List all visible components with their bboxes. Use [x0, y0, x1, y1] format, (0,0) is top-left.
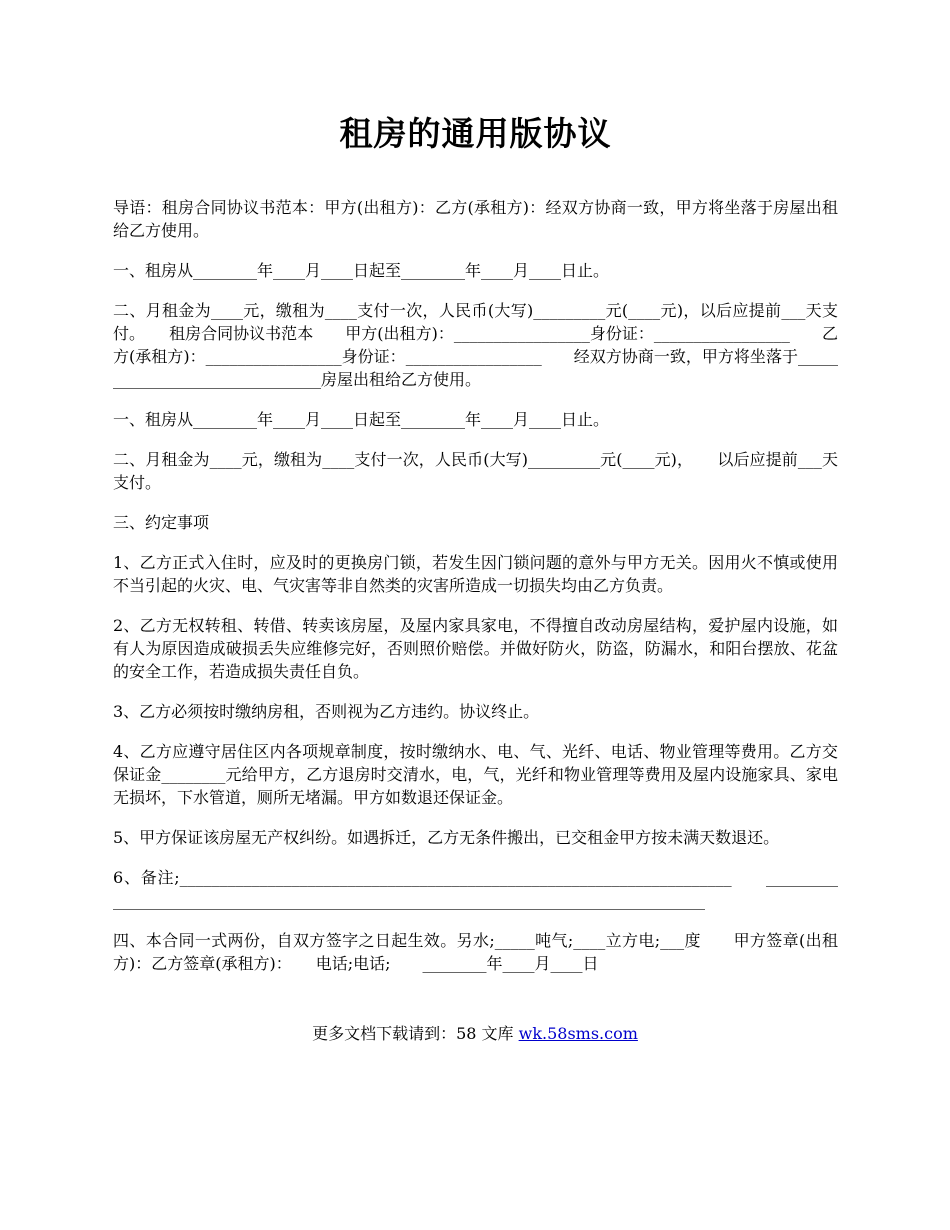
clause-3: 3、乙方必须按时缴纳房租，否则视为乙方违约。协议终止。 [113, 702, 540, 721]
signature-paragraph: 四、本合同一式两份，自双方签字之日起生效。另水;_____吨气;____立方电;___度 甲方签章(出租方)：乙方签章(承租方)： 电话;电话; ________年____月____日 [113, 931, 838, 973]
intro-paragraph: 导语：租房合同协议书范本：甲方(出租方)：乙方(承租方)：经双方协商一致，甲方将坐落于房屋出租给乙方使用。 [113, 198, 838, 240]
rental-period-paragraph-repeat: 一、租房从________年____月____日起至________年____月____日止。 [113, 410, 610, 429]
document-page [113, 110, 838, 992]
clause-1: 1、乙方正式入住时，应及时的更换房门锁，若发生因门锁问题的意外与甲方无关。因用火不慎或使用不当引起的火灾、电、气灾害等非自然类的灾害所造成一切损失均由乙方负责。 [113, 553, 838, 595]
clause-2: 2、乙方无权转租、转借、转卖该房屋，及屋内家具家电，不得擅自改动房屋结构，爱护屋内设施，如有人为原因造成破损丢失应维修完好，否则照价赔偿。并做好防火，防盗，防漏水，和阳台摆放、花盆的安全工作，若造成损失责任自负。 [113, 616, 838, 681]
footer-prefix: 更多文档下载请到：58 文库 [312, 1024, 519, 1043]
clause-6-remarks: 6、备注;_____________________________________________________________________ ___________________________________________________________________________________ [113, 868, 838, 910]
rent-payment-paragraph: 二、月租金为____元，缴租为____支付一次，人民币(大写)_________元(____元)，以后应提前___天支付。 租房合同协议书范本 甲方(出租方)：_________________身份证：_________________ 乙方(承租方)：_________________身份证：_________________ 经双方协商一致，甲方将坐落于_______________________________房屋出租给乙方使用。 [113, 301, 838, 389]
clause-4: 4、乙方应遵守居住区内各项规章制度，按时缴纳水、电、气、光纤、电话、物业管理等费用。乙方交保证金________元给甲方，乙方退房时交清水，电，气，光纤和物业管理等费用及屋内设施家具、家电无损坏，下水管道，厕所无堵漏。甲方如数退还保证金。 [113, 742, 838, 807]
rental-period-paragraph: 一、租房从________年____月____日起至________年____月____日止。 [113, 261, 610, 280]
footer-link[interactable]: wk.58sms.com [518, 1024, 638, 1043]
footer [0, 1022, 950, 1046]
clause-5: 5、甲方保证该房屋无产权纠纷。如遇拆迁，乙方无条件搬出，已交租金甲方按未满天数退还。 [113, 828, 780, 847]
document-title: 租房的通用版协议 [339, 114, 612, 153]
section-heading-agreed-matters: 三、约定事项 [113, 513, 210, 532]
rent-payment-paragraph-repeat: 二、月租金为____元，缴租为____支付一次，人民币(大写)_________元(____元)， 以后应提前___天支付。 [113, 450, 838, 492]
